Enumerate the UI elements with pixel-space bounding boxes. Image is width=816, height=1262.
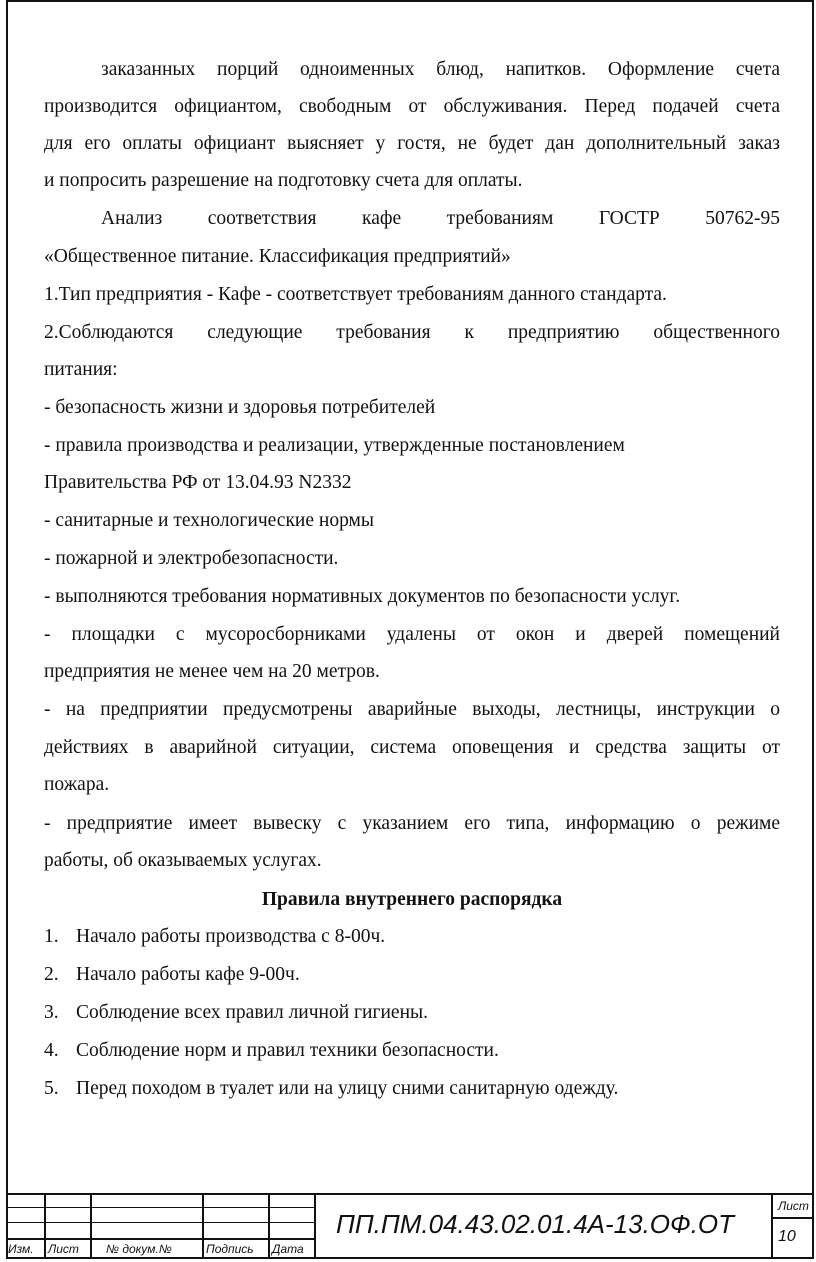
text-line: 2.Соблюдаются следующие требования к предприятию общественного (44, 322, 780, 343)
text-line: - выполняются требования нормативных документов по безопасности услуг. (44, 586, 681, 607)
list-text: Начало работы кафе 9-00ч. (76, 964, 300, 985)
stamp-label-doc-no: № докум.№ (106, 1242, 172, 1256)
text-line: пожара. (44, 774, 110, 795)
stamp-col-line (44, 1193, 46, 1259)
text-line: - пожарной и электробезопасности. (44, 548, 339, 569)
stamp-col-line (771, 1193, 773, 1259)
text-line: для его оплаты официант выясняет у гостя, не будет дан дополнительный заказ (44, 133, 780, 154)
list-text: Начало работы производства с 8-00ч. (76, 926, 386, 947)
text-line: предприятия не менее чем на 20 метров. (44, 661, 380, 682)
stamp-col-line (314, 1193, 316, 1259)
section-heading: Правила внутреннего распорядка (261, 889, 563, 910)
list-text: Соблюдение норм и правил техники безопасности. (76, 1040, 499, 1061)
stamp-label-sheet: Лист (778, 1199, 809, 1213)
list-number: 5. (44, 1078, 59, 1099)
stamp-col-line (202, 1193, 204, 1259)
list-text: Перед походом в туалет или на улицу сними санитарную одежду. (76, 1078, 619, 1099)
text-line: «Общественное питание. Классификация предприятий» (44, 246, 511, 267)
text-line: 1.Тип предприятия - Кафе - соответствует требованиям данного стандарта. (44, 284, 667, 305)
list-number: 4. (44, 1040, 59, 1061)
stamp-col-line (268, 1193, 270, 1259)
text-line: и попросить разрешение на подготовку счета для оплаты. (44, 170, 523, 191)
stamp-label-date: Дата (272, 1242, 304, 1256)
list-item (44, 1075, 780, 1103)
title-block-stamp (6, 1193, 814, 1259)
sheet-number: 10 (778, 1228, 796, 1245)
stamp-top-border (6, 1193, 814, 1195)
text-line: - санитарные и технологические нормы (44, 510, 374, 531)
list-text: Соблюдение всех правил личной гигиены. (76, 1002, 428, 1023)
stamp-sheet-divider (771, 1217, 814, 1219)
list-number: 2. (44, 964, 59, 985)
list-number: 3. (44, 1002, 59, 1023)
text-line: - площадки с мусоросборниками удалены от окон и дверей помещений (44, 624, 780, 645)
list-number: 1. (44, 926, 59, 947)
text-line: питания: (44, 359, 118, 380)
stamp-col-line (90, 1193, 92, 1259)
text-line: - предприятие имеет вывеску с указанием его типа, информацию о режиме (44, 813, 780, 834)
text-line: - правила производства и реализации, утвержденные постановлением (44, 435, 625, 456)
stamp-label-list: Лист (48, 1242, 79, 1256)
document-code: ПП.ПМ.04.43.02.01.4А-13.ОФ.ОТ (336, 1209, 735, 1239)
stamp-label-izm: Изм. (8, 1242, 34, 1256)
text-line: действиях в аварийной ситуации, система оповещения и средства защиты от (44, 737, 780, 758)
text-line: - безопасность жизни и здоровья потребителей (44, 397, 436, 418)
list-item (44, 999, 780, 1027)
text-line: Анализ соответствия кафе требованиям ГОСТР 50762-95 (101, 208, 780, 229)
text-line: Правительства РФ от 13.04.93 N2332 (44, 472, 352, 493)
text-line: заказанных порций одноименных блюд, напитков. Оформление счета (101, 59, 780, 80)
list-item (44, 961, 780, 989)
text-line: работы, об оказываемых услугах. (44, 850, 322, 871)
stamp-label-signature: Подпись (206, 1242, 254, 1256)
list-item (44, 923, 780, 951)
text-line: - на предприятии предусмотрены аварийные выходы, лестницы, инструкции о (44, 699, 780, 720)
text-line: производится официантом, свободным от обслуживания. Перед подачей счета (44, 96, 780, 117)
list-item (44, 1037, 780, 1065)
